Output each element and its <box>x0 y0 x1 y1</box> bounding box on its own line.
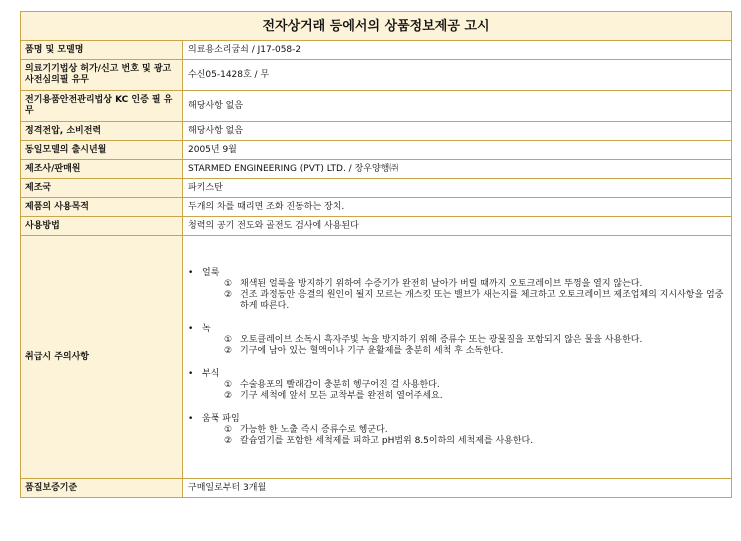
bullet-icon: • <box>188 413 194 424</box>
row-value-voltage: 해당사항 없음 <box>183 122 732 141</box>
section-heading: 녹 <box>202 323 211 334</box>
care-section-stain <box>188 268 726 312</box>
row-value-release-date: 2005년 9월 <box>183 141 732 160</box>
table-row <box>21 60 732 91</box>
product-info-notice <box>20 11 732 498</box>
row-label-usage: 사용방법 <box>21 217 183 236</box>
title-row <box>21 12 732 41</box>
row-label-purpose: 제품의 사용목적 <box>21 198 183 217</box>
row-value-manufacturer: STARMED ENGINEERING (PVT) LTD. / 장우양행㈜ <box>183 160 732 179</box>
table-row <box>21 160 732 179</box>
list-item: ① 오토클레이브 소독시 흑자주빛 녹을 방지하기 위해 증류수 또는 광물질을 포함되지 않은 물을 사용한다. <box>224 334 643 345</box>
table-row <box>21 41 732 60</box>
row-label-release-date: 동일모델의 출시년월 <box>21 141 183 160</box>
table-row <box>21 122 732 141</box>
bullet-icon: • <box>188 368 194 379</box>
list-item: ① 가능한 한 노출 즉시 증류수로 헹군다. <box>224 424 388 435</box>
bullet-icon: • <box>188 267 194 278</box>
row-label-product-name: 품명 및 모델명 <box>21 41 183 60</box>
info-table <box>20 11 732 498</box>
row-label-voltage: 정격전압, 소비전력 <box>21 122 183 141</box>
table-row <box>21 198 732 217</box>
care-section-pitting <box>188 414 726 447</box>
table-title: 전자상거래 등에서의 상품정보제공 고시 <box>21 12 732 41</box>
table-row <box>21 217 732 236</box>
list-item: ② 기구 세척에 앞서 모든 교착부를 완전히 열어주세요. <box>224 390 443 401</box>
section-heading: 움푹 파임 <box>202 413 240 424</box>
row-label-license: 의료기기법상 허가/신고 번호 및 광고사전심의필 유무 <box>21 60 183 91</box>
list-item: ① 채색된 얼룩을 방지하기 위하여 수증기가 완전히 날아가 버릴 때까지 오토크레이브 뚜껑을 열지 않는다. <box>224 278 643 289</box>
row-label-manufacturer: 제조사/판매원 <box>21 160 183 179</box>
row-value-usage: 청력의 공기 전도와 골전도 검사에 사용된다 <box>183 217 732 236</box>
table-row <box>21 179 732 198</box>
care-content <box>183 236 732 479</box>
row-value-purpose: 두개의 차를 때리면 조화 진동하는 장치. <box>183 198 732 217</box>
table-row <box>21 91 732 122</box>
care-label: 취급시 주의사항 <box>21 236 183 479</box>
table-row <box>21 479 732 498</box>
row-value-kc-cert: 해당사항 없음 <box>183 91 732 122</box>
list-item: ② 기구에 남아 있는 혈액이나 기구 윤활제를 충분히 세척 후 소독한다. <box>224 345 504 356</box>
row-value-warranty: 구매일로부터 3개월 <box>183 479 732 498</box>
section-heading: 얼룩 <box>202 267 220 278</box>
row-label-kc-cert: 전기용품안전관리법상 KC 인증 필 유무 <box>21 91 183 122</box>
list-item: ② 건조 과정동안 응결의 원인이 될지 모르는 개스킷 또는 밸브가 새는지를 체크하고 오토크레이브 제조업체의 지시사항을 엄중하게 따른다. <box>224 289 724 311</box>
list-item: ① 수술용포의 빨래감이 충분히 헹구어진 걸 사용한다. <box>224 379 440 390</box>
row-value-license: 수신05-1428호 / 무 <box>183 60 732 91</box>
row-value-country: 파키스탄 <box>183 179 732 198</box>
row-label-warranty: 품질보증기준 <box>21 479 183 498</box>
care-section-corrosion <box>188 369 726 402</box>
care-row <box>21 236 732 479</box>
care-section-rust <box>188 324 726 357</box>
bullet-icon: • <box>188 323 194 334</box>
table-row <box>21 141 732 160</box>
list-item: ② 칼슘염기를 포함한 세척제를 피하고 pH범위 8.5이하의 세척제를 사용한다. <box>224 435 534 446</box>
section-heading: 부식 <box>202 368 220 379</box>
row-value-product-name: 의료용소리굽쇠 / J17-058-2 <box>183 41 732 60</box>
row-label-country: 제조국 <box>21 179 183 198</box>
